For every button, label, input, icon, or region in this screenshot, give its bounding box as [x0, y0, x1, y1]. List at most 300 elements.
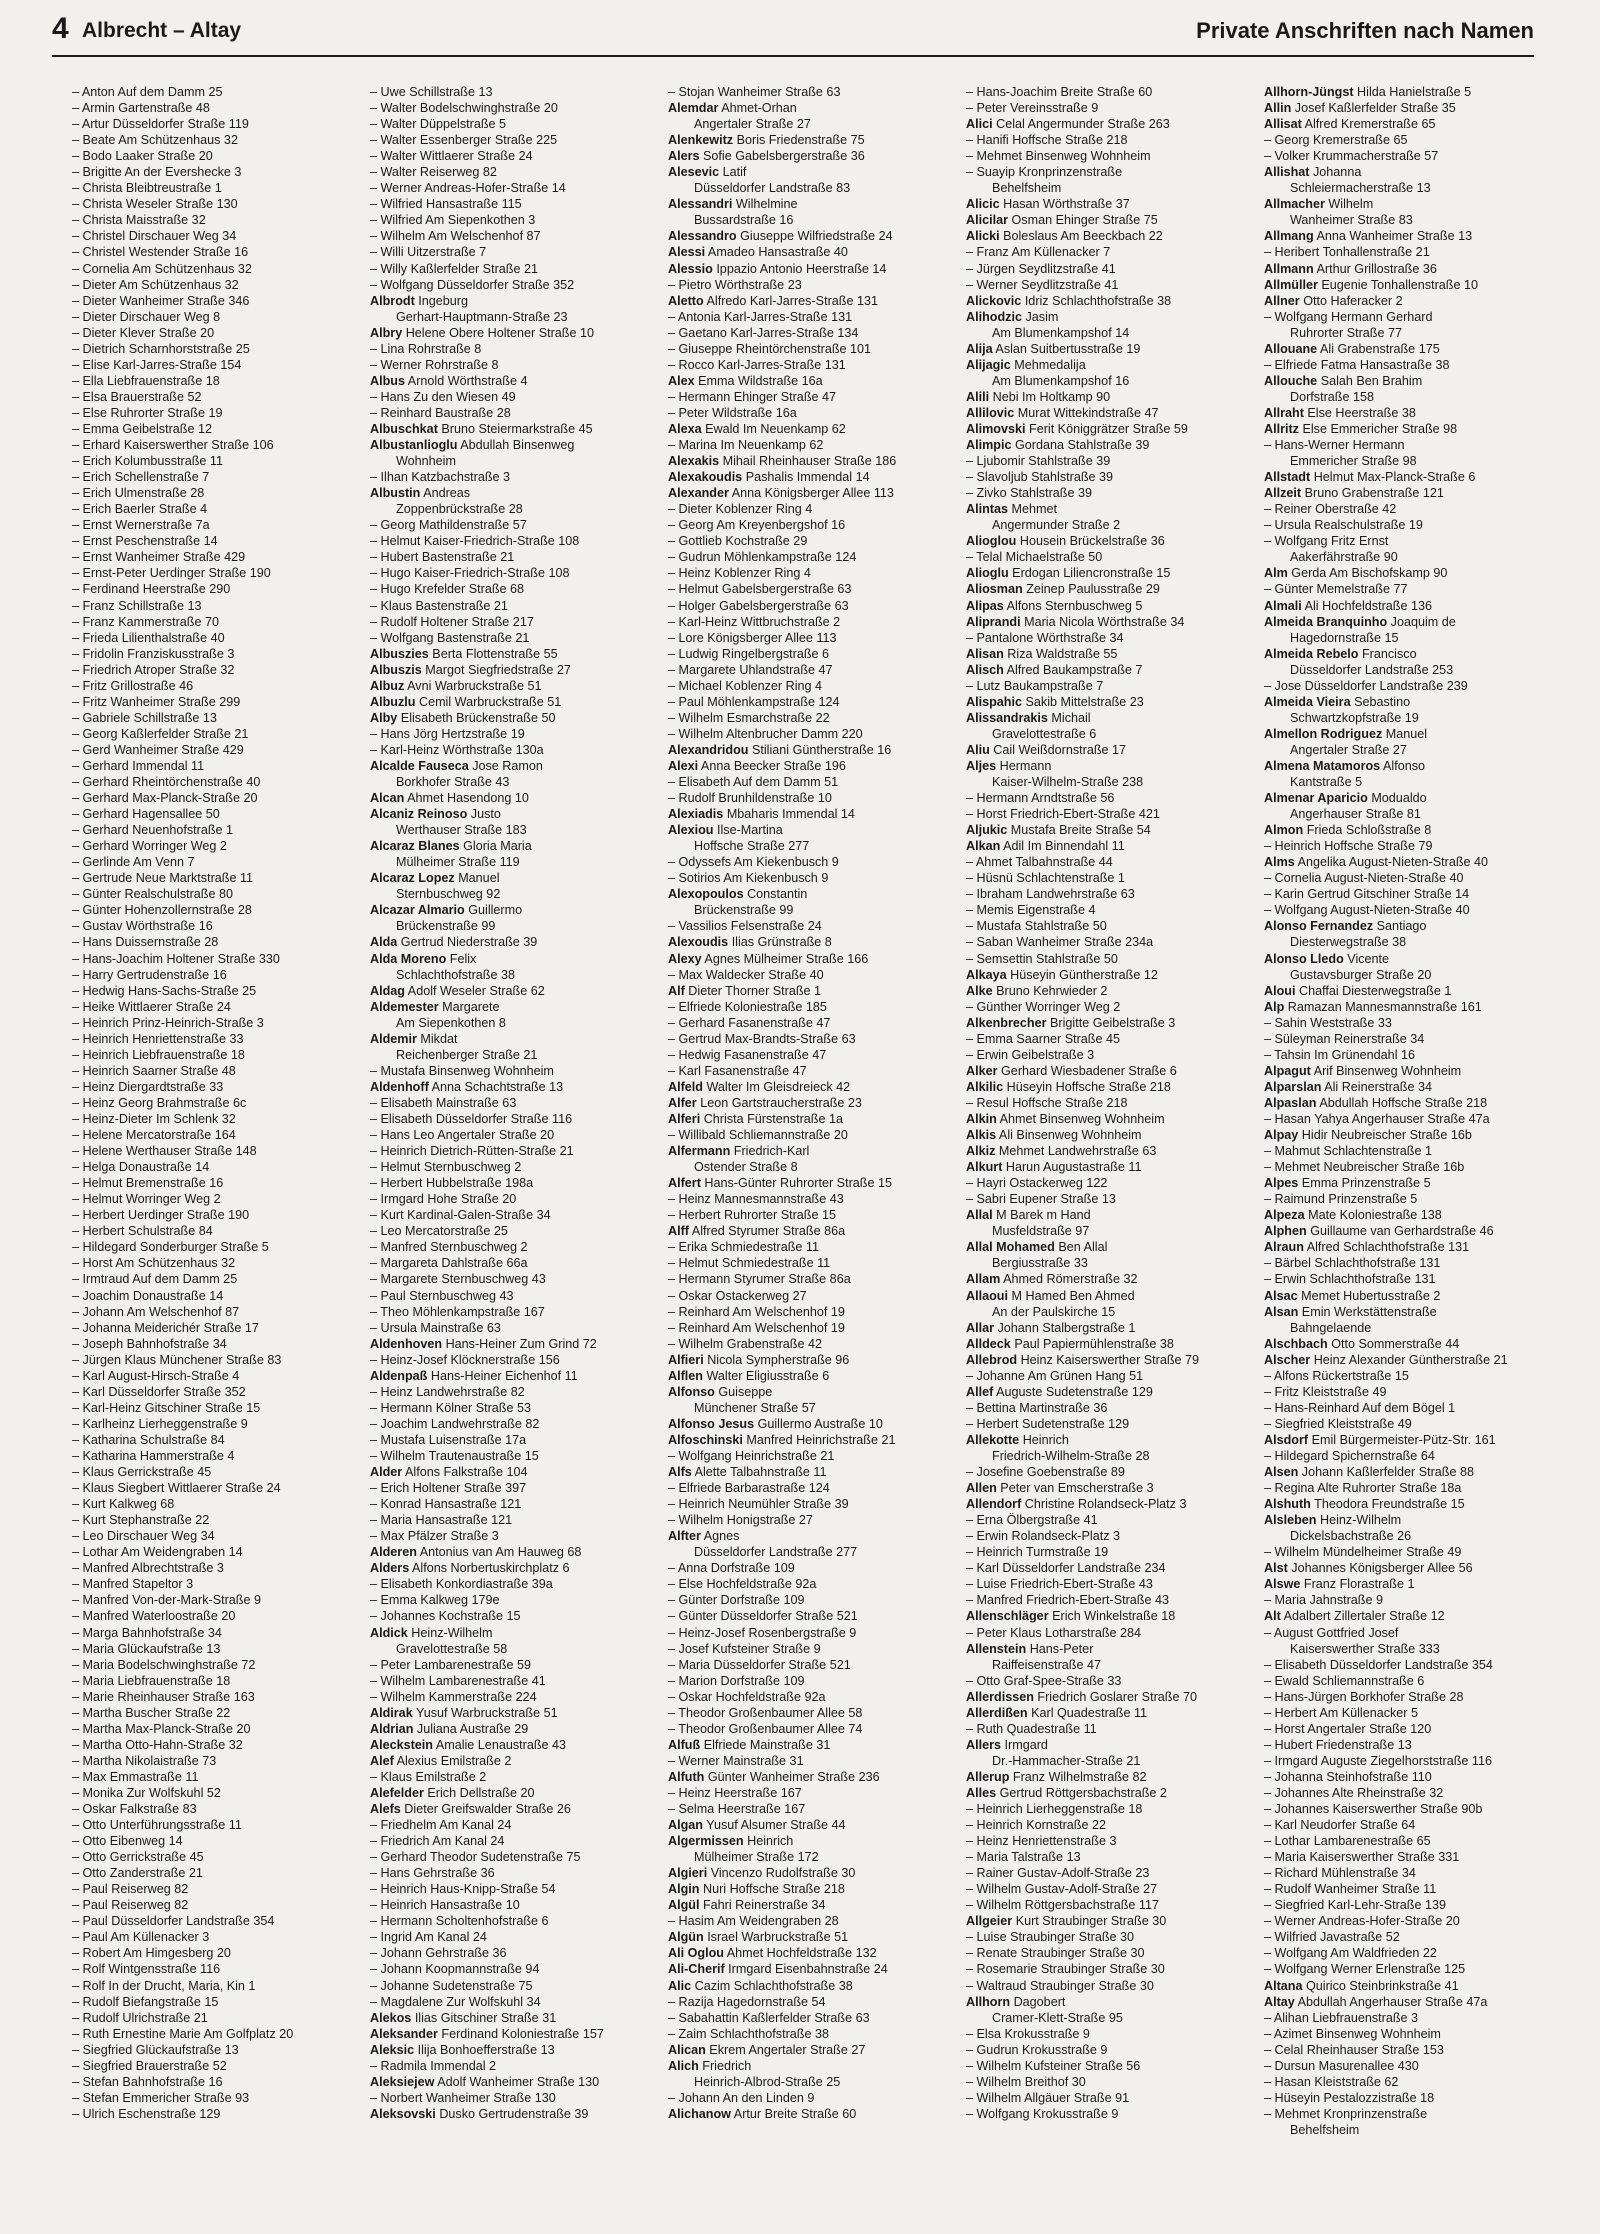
address-continuation: Kaiserswerther Straße 333	[1290, 1641, 1440, 1656]
sub-entry: – Alfons Rückertstraße 15	[1264, 1368, 1550, 1384]
sub-entry: – Hermann Arndtstraße 56	[966, 790, 1252, 806]
sub-entry: – Hans-Joachim Breite Straße 60	[966, 84, 1252, 100]
entry-text: Sofie Gabelsbergerstraße 36	[703, 149, 865, 164]
entry-text: Sakib Mittelstraße 23	[1025, 694, 1144, 709]
surname: Alsac	[1264, 1288, 1298, 1303]
sub-entry: – Wilfried Am Siepenkothen 3	[370, 212, 656, 228]
entry-text: Ahmet-Orhan	[721, 101, 797, 116]
surname: Alfter	[668, 1529, 701, 1544]
surname-entry	[668, 1368, 954, 1384]
surname-entry	[966, 598, 1252, 614]
surname: Alickovic	[966, 293, 1022, 308]
sub-entry: – Brigitte An der Evershecke 3	[72, 164, 358, 180]
sub-entry: – Fritz Kleiststraße 49	[1264, 1384, 1550, 1400]
surname-entry	[1264, 228, 1550, 244]
address-continuation: Am Siepenkothen 8	[396, 1015, 506, 1030]
surname: Alici	[966, 117, 993, 132]
sub-entry: – Helmut Kaiser-Friedrich-Straße 108	[370, 533, 656, 549]
entry-text: Emin Werkstättenstraße	[1301, 1304, 1437, 1319]
surname-entry	[668, 1817, 954, 1833]
entry-text: Friedrich Goslarer Straße 70	[1037, 1689, 1197, 1704]
surname: Alicki	[966, 229, 1000, 244]
sub-entry: – Wolfgang Krokusstraße 9	[966, 2106, 1252, 2122]
surname: Allner	[1264, 293, 1300, 308]
sub-entry: – Hüsnü Schlachtenstraße 1	[966, 870, 1252, 886]
sub-entry: – Ingrid Am Kanal 24	[370, 1929, 656, 1945]
surname: Aletto	[668, 293, 704, 308]
entry-text: Gertrud Röttgersbachstraße 2	[999, 1785, 1167, 1800]
sub-entry: – Giuseppe Rheintörchenstraße 101	[668, 341, 954, 357]
entry-text: Housein Brückelstraße 36	[1019, 534, 1165, 549]
sub-entry: – Fritz Wanheimer Straße 299	[72, 694, 358, 710]
address-continuation: Düsseldorfer Landstraße 83	[694, 181, 851, 196]
surname-entry	[370, 1625, 656, 1641]
sub-entry: – Heinrich Neumühler Straße 39	[668, 1496, 954, 1512]
entry-text: Juliana Austraße 29	[416, 1721, 529, 1736]
sub-entry: – Armin Gartenstraße 48	[72, 100, 358, 116]
sub-entry: – Jürgen Klaus Münchener Straße 83	[72, 1352, 358, 1368]
surname-entry	[966, 1496, 1252, 1512]
sub-entry: – Erich Holtener Straße 397	[370, 1480, 656, 1496]
address-continuation: Aakerfährstraße 90	[1290, 550, 1398, 565]
surname-entry	[966, 1384, 1252, 1400]
surname: Alms	[1264, 855, 1295, 870]
sub-entry: – Sotirios Am Kiekenbusch 9	[668, 870, 954, 886]
address-continuation: Sternbuschweg 92	[396, 887, 501, 902]
surname: Alers	[668, 149, 700, 164]
surname: Alissandrakis	[966, 710, 1048, 725]
entry-text: Antonius van Am Hauweg 68	[419, 1545, 582, 1560]
address-continuation: Behelfsheim	[1290, 2122, 1360, 2137]
entry-text: Israel Warbruckstraße 51	[707, 1930, 849, 1945]
sub-entry: – Heinrich Saarner Straße 48	[72, 1063, 358, 1079]
sub-entry: – Waltraud Straubinger Straße 30	[966, 1978, 1252, 1994]
sub-entry: – Wolfgang August-Nieten-Straße 40	[1264, 902, 1550, 918]
surname: Alich	[668, 2058, 699, 2073]
address-continuation: Brückenstraße 99	[694, 903, 794, 918]
surname: Albuzlu	[370, 694, 416, 709]
surname-entry	[966, 116, 1252, 132]
sub-entry: – Richard Mühlenstraße 34	[1264, 1865, 1550, 1881]
surname-entry	[668, 421, 954, 437]
sub-entry: – Heinrich Henriettenstraße 33	[72, 1031, 358, 1047]
surname-entry	[668, 1881, 954, 1897]
sub-entry: – Maria Talstraße 13	[966, 1849, 1252, 1865]
sub-entry: – Bärbel Schlachthofstraße 131	[1264, 1255, 1550, 1271]
address-continuation: Brückenstraße 99	[396, 919, 496, 934]
surname: Alef	[370, 1753, 394, 1768]
entry-text: Yusuf Warbruckstraße 51	[415, 1705, 558, 1720]
entry-text: Pashalis Immendal 14	[745, 470, 870, 485]
surname: Alt	[1264, 1609, 1281, 1624]
sub-entry: – Oskar Falkstraße 83	[72, 1801, 358, 1817]
sub-entry: – Joseph Bahnhofstraße 34	[72, 1336, 358, 1352]
surname: Aleksander	[370, 2026, 438, 2041]
sub-entry: – Christa Bleibtreustraße 1	[72, 180, 358, 196]
entry-text: Agnes Mülheimer Straße 166	[704, 951, 869, 966]
entry-text: Constantin	[747, 887, 808, 902]
sub-entry: – Heinz Georg Brahmstraße 6c	[72, 1095, 358, 1111]
sub-entry: – Michael Koblenzer Ring 4	[668, 678, 954, 694]
surname-entry	[966, 581, 1252, 597]
entry-text: Erich Dellstraße 20	[427, 1785, 535, 1800]
entry-text: Artur Breite Straße 60	[733, 2106, 857, 2121]
sub-entry: – Manfred Friedrich-Ebert-Straße 43	[966, 1592, 1252, 1608]
entry-text: Otto Haferacker 2	[1303, 293, 1403, 308]
entry-text: Andreas	[423, 486, 471, 501]
surname: Algieri	[668, 1866, 708, 1881]
sub-entry: – Theo Möhlenkampstraße 167	[370, 1304, 656, 1320]
sub-entry: – Gustav Wörthstraße 16	[72, 918, 358, 934]
sub-entry: – Luise Straubinger Straße 30	[966, 1929, 1252, 1945]
address-continuation: Gravelottestraße 6	[992, 726, 1097, 741]
entry-text: Hans-Heiner Eichenhof 11	[430, 1368, 578, 1383]
surname-entry	[966, 533, 1252, 549]
entry-text: Ewald Im Neuenkamp 62	[705, 421, 846, 436]
sub-entry: – Stojan Wanheimer Straße 63	[668, 84, 954, 100]
entry-text: Justo	[470, 807, 501, 822]
surname-entry	[1264, 116, 1550, 132]
sub-entry: – Margareta Dahlstraße 66a	[370, 1255, 656, 1271]
sub-entry: – Elfriede Barbarastraße 124	[668, 1480, 954, 1496]
sub-entry: – Georg Am Kreyenbergshof 16	[668, 517, 954, 533]
surname: Alija	[966, 341, 993, 356]
surname: Alican	[668, 2042, 706, 2057]
sub-entry: – Raimund Prinzenstraße 5	[1264, 1191, 1550, 1207]
entry-text: Riza Waldstraße 55	[1007, 646, 1118, 661]
sub-entry: – Günter Düsseldorfer Straße 521	[668, 1608, 954, 1624]
surname-entry	[1264, 790, 1550, 806]
surname-entry	[1264, 1994, 1550, 2010]
sub-entry: – Gottlieb Kochstraße 29	[668, 533, 954, 549]
surname-entry	[668, 822, 954, 838]
sub-entry: – Walter Wittlaerer Straße 24	[370, 148, 656, 164]
entry-text: Cail Weißdornstraße 17	[993, 742, 1127, 757]
entry-text: Ekrem Angertaler Straße 27	[709, 2042, 866, 2057]
sub-entry: – Slavoljub Stahlstraße 39	[966, 469, 1252, 485]
sub-entry: – Johann An den Linden 9	[668, 2090, 954, 2106]
surname: Albrodt	[370, 293, 415, 308]
sub-entry: – Günter Memelstraße 77	[1264, 581, 1550, 597]
sub-entry: – Heike Wittlaerer Straße 24	[72, 999, 358, 1015]
sub-entry: – Hans Leo Angertaler Straße 20	[370, 1127, 656, 1143]
surname-entry	[1264, 726, 1550, 742]
column-4	[966, 84, 1252, 2214]
surname: Alcan	[370, 791, 405, 806]
surname-entry	[668, 886, 954, 902]
entry-text: Nicola Sympherstraße 96	[707, 1352, 850, 1367]
sub-entry: – Ernst Wernerstraße 7a	[72, 517, 358, 533]
surname-entry	[1264, 373, 1550, 389]
surname: Alder	[370, 1465, 403, 1480]
surname: Algül	[668, 1898, 700, 1913]
entry-text: Abdullah Hoffsche Straße 218	[1319, 1095, 1488, 1110]
sub-entry: – Frieda Lilienthalstraße 40	[72, 630, 358, 646]
sub-entry: – Erna Ölbergstraße 41	[966, 1512, 1252, 1528]
sub-entry: – Elise Karl-Jarres-Straße 154	[72, 357, 358, 373]
sub-entry: – Jürgen Seydlitzstraße 41	[966, 261, 1252, 277]
sub-entry: – Vassilios Felsenstraße 24	[668, 918, 954, 934]
surname-entry	[370, 1753, 656, 1769]
sub-entry: – Werner Rohrstraße 8	[370, 357, 656, 373]
sub-entry: – Elisabeth Auf dem Damm 51	[668, 774, 954, 790]
sub-entry: – Manfred Sternbuschweg 2	[370, 1239, 656, 1255]
surname: Alessandri	[668, 197, 733, 212]
surname-entry	[668, 244, 954, 260]
entry-text: Guillermo	[468, 903, 523, 918]
entry-text: Christine Rolandseck-Platz 3	[1024, 1497, 1187, 1512]
surname-entry	[1264, 1079, 1550, 1095]
address-continuation: Mülheimer Straße 172	[694, 1850, 819, 1865]
surname-entry	[370, 1336, 656, 1352]
sub-entry: – Max Pfälzer Straße 3	[370, 1528, 656, 1544]
surname: Allmacher	[1264, 197, 1325, 212]
entry-text: Heinz-Wilhelm	[411, 1625, 493, 1640]
surname-entry	[370, 1785, 656, 1801]
sub-entry: – Hasan Kleiststraße 62	[1264, 2074, 1550, 2090]
header-rule	[52, 55, 1534, 57]
address-continuation: Gerhart-Hauptmann-Straße 23	[396, 309, 568, 324]
surname-entry	[966, 1288, 1252, 1304]
sub-entry: – Katharina Hammerstraße 4	[72, 1448, 358, 1464]
surname-entry	[966, 1432, 1252, 1448]
surname-entry	[668, 1769, 954, 1785]
sub-entry: – Wilfried Javastraße 52	[1264, 1929, 1550, 1945]
surname-entry	[1264, 1978, 1550, 1994]
surname-entry	[966, 389, 1252, 405]
entry-text: Emma Wildstraße 16a	[698, 373, 823, 388]
surname: Albuszis	[370, 662, 422, 677]
sub-entry: – Johannes Kaiserswerther Straße 90b	[1264, 1801, 1550, 1817]
entry-text: Jasim	[1025, 309, 1059, 324]
surname: Almeida Rebelo	[1264, 646, 1359, 661]
entry-text: Hilda Hanielstraße 5	[1357, 85, 1472, 99]
surname: Alpaslan	[1264, 1095, 1317, 1110]
sub-entry: – Erika Schmiedestraße 11	[668, 1239, 954, 1255]
sub-entry: – Gerhard Max-Planck-Straße 20	[72, 790, 358, 806]
entry-text: Hüseyin Güntherstraße 12	[1010, 967, 1158, 982]
surname-entry	[668, 261, 954, 277]
surname: Alipas	[966, 598, 1004, 613]
surname-entry	[668, 132, 954, 148]
surname-entry	[668, 1464, 954, 1480]
sub-entry: – Zivko Stahlstraße 39	[966, 485, 1252, 501]
address-continuation: Düsseldorfer Landstraße 253	[1290, 662, 1454, 677]
surname-entry	[1264, 1095, 1550, 1111]
sub-entry: – Maria Bodelschwinghstraße 72	[72, 1657, 358, 1673]
sub-entry: – Wolfgang Werner Erlenstraße 125	[1264, 1961, 1550, 1977]
surname-entry	[1264, 983, 1550, 999]
sub-entry: – Joachim Landwehrstraße 82	[370, 1416, 656, 1432]
surname: Allaoui	[966, 1288, 1008, 1303]
surname: Alsdorf	[1264, 1432, 1309, 1447]
sub-entry: – Karl Düsseldorfer Straße 352	[72, 1384, 358, 1400]
entry-text: Mustafa Breite Straße 54	[1010, 823, 1151, 838]
sub-entry: – Hedwig Fasanenstraße 47	[668, 1047, 954, 1063]
sub-entry: – Kurt Kalkweg 68	[72, 1496, 358, 1512]
sub-entry: – Klaus Gerrickstraße 45	[72, 1464, 358, 1480]
sub-entry: – Cornelia August-Nieten-Straße 40	[1264, 870, 1550, 886]
surname: Alexopoulos	[668, 887, 744, 902]
surname: Almeida Branquinho	[1264, 614, 1388, 629]
sub-entry: – Karl August-Hirsch-Straße 4	[72, 1368, 358, 1384]
entry-text: Leon Gartstraucherstraße 23	[700, 1095, 862, 1110]
sub-entry: – Siegfried Brauerstraße 52	[72, 2058, 358, 2074]
sub-entry: – Lutz Baukampstraße 7	[966, 678, 1252, 694]
sub-entry: – Wolfgang Hermann Gerhard	[1264, 309, 1550, 325]
surname: Alkiz	[966, 1144, 996, 1159]
entry-text: Brigitte Geibelstraße 3	[1050, 1015, 1176, 1030]
surname: Alexi	[668, 758, 699, 773]
surname: Alexoudis	[668, 935, 729, 950]
sub-entry: – Tahsin Im Grünendahl 16	[1264, 1047, 1550, 1063]
surname: Alexakis	[668, 454, 720, 469]
sub-entry: – Willy Kaßlerfelder Straße 21	[370, 261, 656, 277]
sub-entry: – Hasan Yahya Angerhauser Straße 47a	[1264, 1111, 1550, 1127]
sub-entry: – Siegfried Glückaufstraße 13	[72, 2042, 358, 2058]
sub-entry: – Hüseyin Pestalozzistraße 18	[1264, 2090, 1550, 2106]
surname: Allilovic	[966, 405, 1015, 420]
surname-entry	[668, 1737, 954, 1753]
surname: Alichanow	[668, 2106, 731, 2121]
surname: Alflen	[668, 1368, 703, 1383]
surname-entry	[370, 1079, 656, 1095]
sub-entry: – Stefan Emmericher Straße 93	[72, 2090, 358, 2106]
entry-text: Wilhelmine	[735, 197, 798, 212]
sub-entry: – Helmut Gabelsbergerstraße 63	[668, 581, 954, 597]
sub-entry: – Gerhard Neuenhofstraße 1	[72, 822, 358, 838]
sub-entry: – Hayri Ostackerweg 122	[966, 1175, 1252, 1191]
entry-text: Anna Wanheimer Straße 13	[1316, 229, 1473, 244]
sub-entry: – Klaus Siegbert Wittlaerer Straße 24	[72, 1480, 358, 1496]
surname-entry	[966, 1785, 1252, 1801]
surname-entry	[1264, 565, 1550, 581]
entry-text: Ali Binsenweg Wohnheim	[998, 1128, 1142, 1143]
sub-entry: – Horst Friedrich-Ebert-Straße 421	[966, 806, 1252, 822]
sub-entry: – Ludwig Ringelbergstraße 6	[668, 646, 954, 662]
sub-entry: – Franz Schillstraße 13	[72, 598, 358, 614]
sub-entry: – Margarete Sternbuschweg 43	[370, 1271, 656, 1287]
entry-text: Hüseyin Hoffsche Straße 218	[1006, 1079, 1171, 1094]
entry-text: Bruno Steiermarkstraße 45	[441, 421, 593, 436]
surname: Alf	[668, 983, 685, 998]
surname-entry	[966, 1063, 1252, 1079]
surname-entry	[370, 838, 656, 854]
surname: Allam	[966, 1272, 1001, 1287]
surname-entry	[1264, 293, 1550, 309]
surname-entry	[1264, 1464, 1550, 1480]
entry-text: Franz Florastraße 1	[1303, 1577, 1415, 1592]
sub-entry: – Cornelia Am Schützenhaus 32	[72, 261, 358, 277]
surname: Alonso Fernandez	[1264, 919, 1374, 934]
surname: Allerup	[966, 1769, 1010, 1784]
entry-text: Gertrud Niederstraße 39	[400, 935, 538, 950]
sub-entry: – Karin Gertrud Gitschiner Straße 14	[1264, 886, 1550, 902]
entry-text: Zeinep Paulusstraße 29	[1026, 582, 1160, 597]
surname-entry	[370, 790, 656, 806]
surname-entry	[966, 565, 1252, 581]
sub-entry: – Walter Düppelstraße 5	[370, 116, 656, 132]
sub-entry: – Odyssefs Am Kiekenbusch 9	[668, 854, 954, 870]
surname-entry	[370, 806, 656, 822]
surname: Alcalde Fauseca	[370, 758, 469, 773]
surname: Alicic	[966, 197, 1000, 212]
surname: Alic	[668, 1978, 692, 1993]
surname-entry	[668, 1961, 954, 1977]
sub-entry: – Heinz Landwehrstraße 82	[370, 1384, 656, 1400]
entry-text: Alfred Schlachthofstraße 131	[1306, 1240, 1470, 1255]
sub-entry: – Karl Neudorfer Straße 64	[1264, 1817, 1550, 1833]
sub-entry: – Wolfgang Am Waldfrieden 22	[1264, 1945, 1550, 1961]
sub-entry: – Johann Koopmannstraße 94	[370, 1961, 656, 1977]
entry-text: Walter Im Gleisdreieck 42	[706, 1079, 851, 1094]
sub-entry: – Werner Andreas-Hofer-Straße 20	[1264, 1913, 1550, 1929]
sub-entry: – Fritz Grillostraße 46	[72, 678, 358, 694]
surname-entry	[370, 421, 656, 437]
surname-entry	[1264, 1304, 1550, 1320]
address-continuation: Bahngelaende	[1290, 1320, 1372, 1335]
entry-text: Hermann	[999, 758, 1052, 773]
entry-text: Heinz Alexander Güntherstraße 21	[1313, 1352, 1508, 1367]
entry-text: Stiliani Güntherstraße 16	[751, 742, 892, 757]
entry-text: Ilias Grünstraße 8	[731, 935, 832, 950]
surname: Alphen	[1264, 1224, 1307, 1239]
sub-entry: – Marina Im Neuenkamp 62	[668, 437, 954, 453]
surname-entry	[370, 758, 656, 774]
entry-text: Eugenie Tonhallenstraße 10	[1321, 277, 1478, 292]
surname: Algan	[668, 1818, 703, 1833]
surname-entry	[370, 1560, 656, 1576]
surname-entry	[966, 758, 1252, 774]
sub-entry: – Peter Klaus Lotharstraße 284	[966, 1625, 1252, 1641]
surname-entry	[668, 2106, 954, 2122]
address-continuation: Hagedornstraße 15	[1290, 630, 1399, 645]
surname: Alexandridou	[668, 742, 749, 757]
surname: Aldick	[370, 1625, 408, 1640]
sub-entry: – Friedrich Am Kanal 24	[370, 1833, 656, 1849]
entry-text: Manuel	[458, 871, 500, 886]
sub-entry: – Reinhard Am Welschenhof 19	[668, 1304, 954, 1320]
sub-entry: – Wilhelm Mündelheimer Straße 49	[1264, 1544, 1550, 1560]
sub-entry: – Hubert Friedenstraße 13	[1264, 1737, 1550, 1753]
surname: Alfuß	[668, 1737, 701, 1752]
address-continuation: Raiffeisenstraße 47	[992, 1657, 1101, 1672]
sub-entry: – Erwin Geibelstraße 3	[966, 1047, 1252, 1063]
surname-entry	[1264, 918, 1550, 934]
sub-entry: – Dieter Am Schützenhaus 32	[72, 277, 358, 293]
surname-entry	[1264, 614, 1550, 630]
sub-entry: – Helga Donaustraße 14	[72, 1159, 358, 1175]
sub-entry: – Paul Möhlenkampstraße 124	[668, 694, 954, 710]
surname-entry	[1264, 1239, 1550, 1255]
surname-entry	[668, 469, 954, 485]
surname: Alili	[966, 389, 990, 404]
surname-entry	[370, 1737, 656, 1753]
entry-text: Adolf Weseler Straße 62	[407, 983, 545, 998]
address-continuation: Dickelsbachstraße 26	[1290, 1529, 1412, 1544]
sub-entry: – Wolfgang Bastenstraße 21	[370, 630, 656, 646]
surname: Aleckstein	[370, 1737, 433, 1752]
sub-entry: – Dieter Dirschauer Weg 8	[72, 309, 358, 325]
entry-text: Modualdo	[1371, 791, 1427, 806]
sub-entry: – Dietrich Scharnhorststraße 25	[72, 341, 358, 357]
entry-text: Alfons Norbertuskirchplatz 6	[412, 1561, 570, 1576]
sub-entry: – Karlheinz Lierheggenstraße 9	[72, 1416, 358, 1432]
address-continuation: Hoffsche Straße 277	[694, 839, 810, 854]
sub-entry: – Elisabeth Mainstraße 63	[370, 1095, 656, 1111]
sub-entry: – Otto Zanderstraße 21	[72, 1865, 358, 1881]
surname-entry	[966, 646, 1252, 662]
